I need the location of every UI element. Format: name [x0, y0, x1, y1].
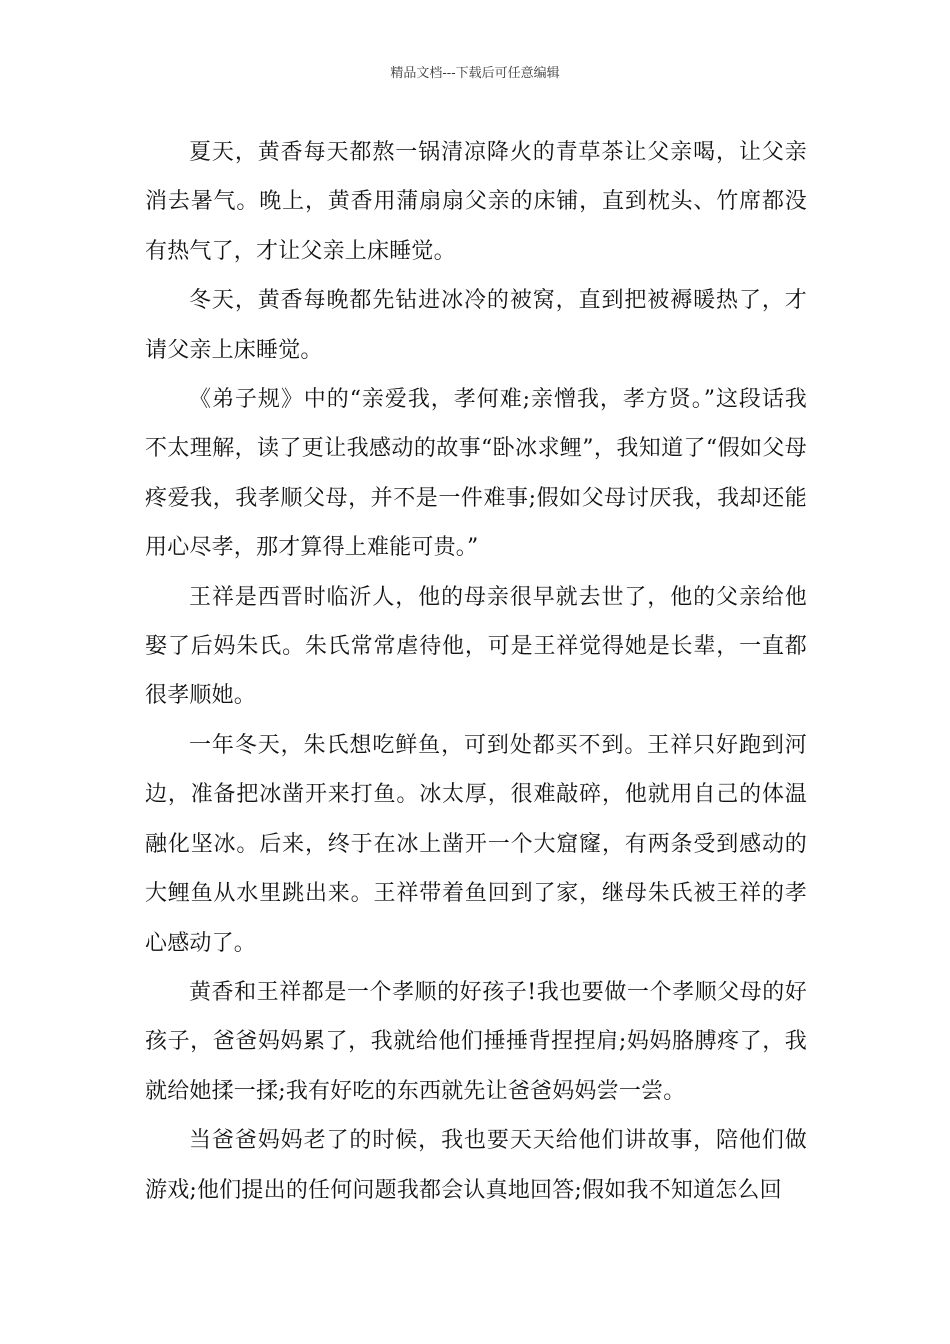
- paragraph: 冬天，黄香每晚都先钻进冰冷的被窝，直到把被褥暖热了，才请父亲上床睡觉。: [145, 288, 807, 363]
- paragraph: 黄香和王祥都是一个孝顺的好孩子!我也要做一个孝顺父母的好孩子，爸爸妈妈累了，我就给他们捶捶背捏捏肩;妈妈胳膊疼了，我就给她揉一揉;我有好吃的东西就先让爸爸妈妈尝一尝。: [145, 979, 807, 1104]
- paragraph: 当爸爸妈妈老了的时候，我也要天天给他们讲故事，陪他们做游戏;他们提出的任何问题我都会认真地回答;假如我不知道怎么回: [145, 1128, 807, 1203]
- paragraph: 王祥是西晋时临沂人，他的母亲很早就去世了，他的父亲给他娶了后妈朱氏。朱氏常常虐待他，可是王祥觉得她是长辈，一直都很孝顺她。: [145, 584, 807, 709]
- paragraph: 《弟子规》中的“亲爱我，孝何难;亲憎我，孝方贤。”这段话我不太理解，读了更让我感动的故事“卧冰求鲤”，我知道了“假如父母疼爱我，我孝顺父母，并不是一件难事;假如父母讨厌我，我却还能用心尽孝，那才算得上难能可贵。”: [145, 387, 807, 561]
- page-header: 精品文档---下载后可任意编辑: [390, 66, 560, 81]
- paragraph: 夏天，黄香每天都熬一锅清凉降火的青草茶让父亲喝，让父亲消去暑气。晚上，黄香用蒲扇扇父亲的床铺，直到枕头、竹席都没有热气了，才让父亲上床睡觉。: [145, 140, 807, 264]
- document-body: [145, 128, 807, 1215]
- paragraph: 一年冬天，朱氏想吃鲜鱼，可到处都买不到。王祥只好跑到河边，准备把冰凿开来打鱼。冰太厚，很难敲碎，他就用自己的体温融化坚冰。后来，终于在冰上凿开一个大窟窿，有两条受到感动的大鲤鱼从水里跳出来。王祥带着鱼回到了家，继母朱氏被王祥的孝心感动了。: [145, 732, 807, 956]
